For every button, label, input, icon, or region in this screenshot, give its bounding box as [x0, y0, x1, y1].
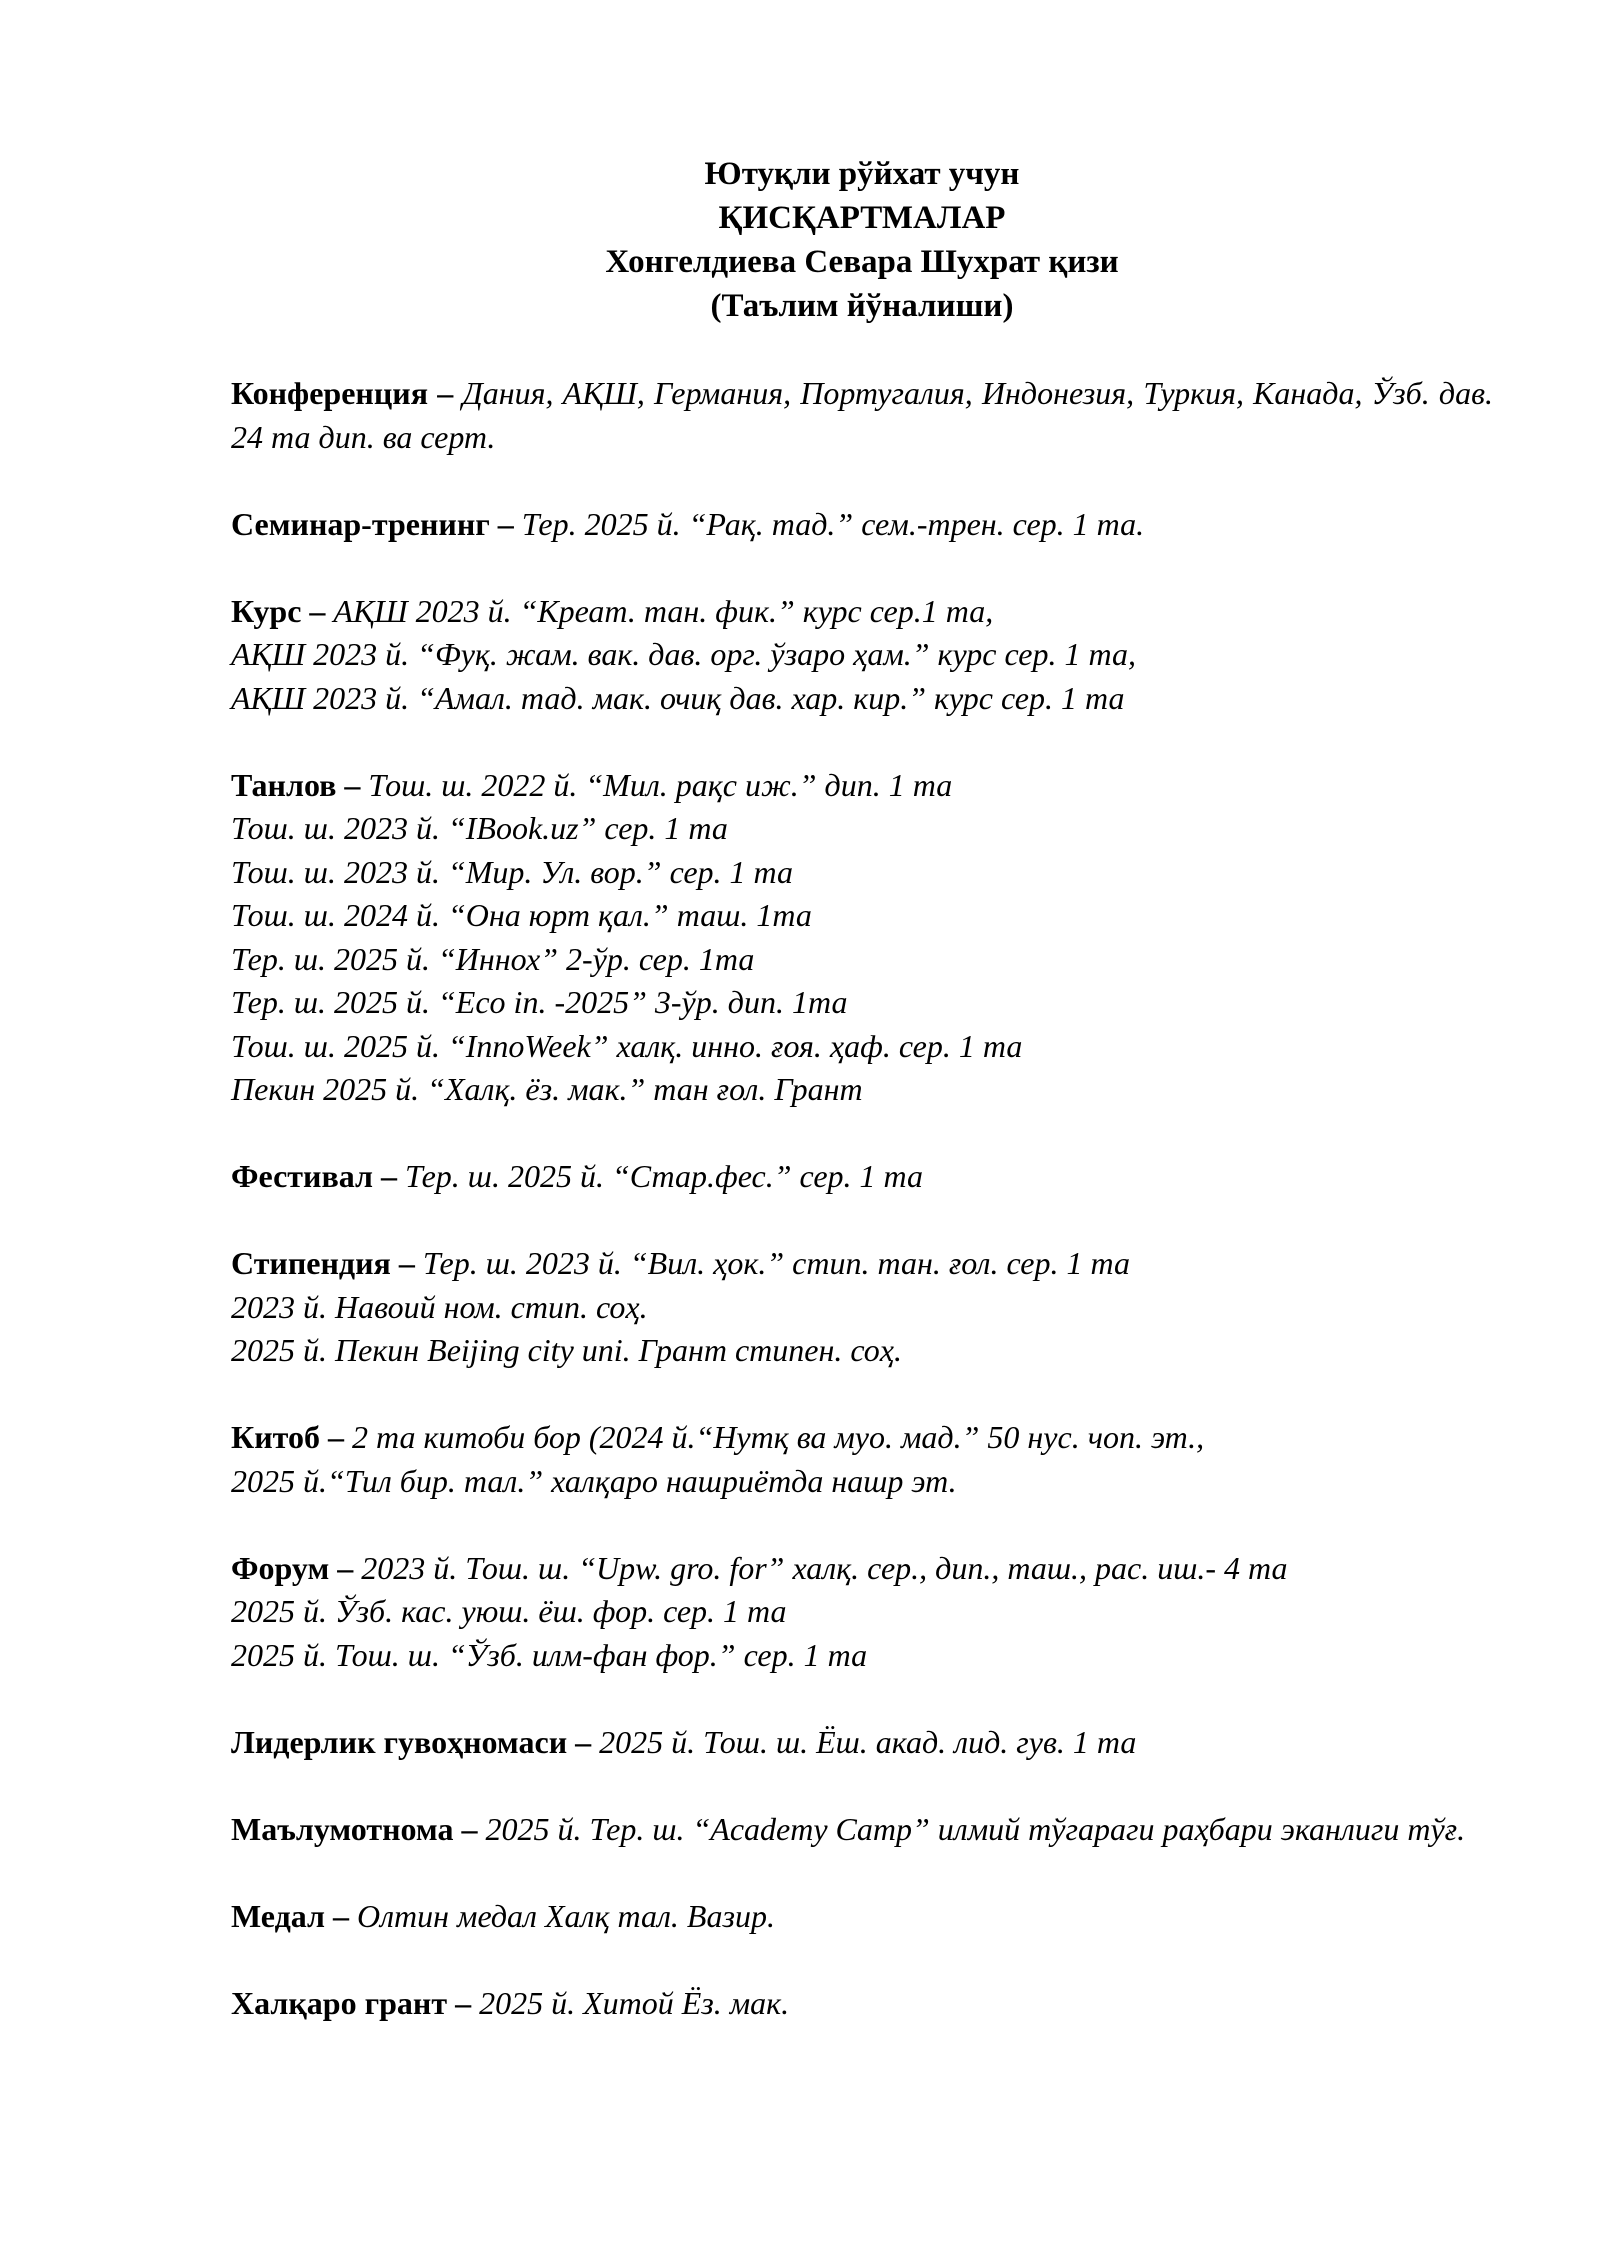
- section-line: Тер. ш. 2025 й. “Иннох” 2-ўр. сер. 1та: [231, 940, 755, 977]
- header-line-4: (Таълим йўналиши): [710, 288, 1014, 324]
- section-body: Тер. ш. 2023 й. “Вил. ҳок.” стип. тан. ғол. сер. 1 та: [422, 1245, 1130, 1281]
- header-line-1: Ютуқли рўйхат учун: [704, 156, 1020, 192]
- section-international-grant: [231, 1982, 1493, 2026]
- section-contest: [231, 764, 1493, 1112]
- section-line: [231, 1808, 1493, 1852]
- section-body: 2025 й. Тер. ш. “Academy Camp” илмий тўгараги раҳбари эканлиги тўғ.: [485, 1810, 1466, 1847]
- section-body: 2 та китоби бор (2024 й.“Нутқ ва муо. мад.” 50 нус. чоп. эт.,: [351, 1419, 1205, 1455]
- document-page: [231, 152, 1493, 2069]
- document-header: [231, 152, 1493, 328]
- section-line: [231, 764, 1493, 808]
- section-line: Тош. ш. 2023 й. “IBook.uz” сер. 1 та: [231, 810, 728, 846]
- section-scholarship: [231, 1242, 1493, 1373]
- section-body: 2025 й. Тош. ш. Ёш. акад. лид. гув. 1 та: [599, 1723, 1137, 1760]
- section-reference: [231, 1808, 1493, 1852]
- section-conference: [231, 372, 1493, 459]
- section-body: АҚШ 2023 й. “Креат. тан. фик.” курс сер.1 та,: [333, 592, 994, 629]
- section-term: Семинар-тренинг –: [231, 505, 522, 542]
- section-line: [231, 1721, 1493, 1765]
- section-line: 2025 й. Ўзб. кас. уюш. ёш. фор. сер. 1 та: [231, 1593, 787, 1629]
- header-line-2: ҚИСҚАРТМАЛАР: [718, 200, 1006, 236]
- section-term: Форум –: [231, 1549, 362, 1586]
- section-term: Курс –: [231, 592, 334, 629]
- section-term: Конференция –: [231, 375, 463, 411]
- section-body: 2023 й. Тош. ш. “Upw. gro. for” халқ. сер., дип., таш., рас. иш.- 4 та: [361, 1549, 1288, 1586]
- section-line: [231, 1242, 1493, 1286]
- section-forum: [231, 1547, 1493, 1678]
- section-line: [231, 1895, 1493, 1939]
- section-line: 2023 й. Навоий ном. стип. соҳ.: [231, 1288, 648, 1325]
- section-body: Тош. ш. 2022 й. “Мил. рақс иж.” дип. 1 та: [368, 766, 953, 803]
- section-line: Тер. ш. 2025 й. “Eco in. -2025” 3-ўр. дип. 1та: [231, 984, 848, 1020]
- section-line: Тош. ш. 2025 й. “InnoWeek” халқ. инно. ғоя. ҳаф. сер. 1 та: [231, 1027, 1023, 1064]
- section-book: [231, 1416, 1493, 1503]
- header-line-3: Хонгелдиева Севара Шухрат қизи: [605, 244, 1119, 280]
- section-line: [231, 1982, 1493, 2026]
- section-line: АҚШ 2023 й. “Фуқ. жам. вак. дав. орг. ўзаро ҳам.” курс сер. 1 та,: [231, 636, 1136, 672]
- section-line: [231, 372, 1493, 459]
- section-medal: [231, 1895, 1493, 1939]
- section-term: Медал –: [231, 1897, 357, 1934]
- section-line: [231, 503, 1493, 547]
- section-line: [231, 590, 1493, 634]
- section-line: [231, 1547, 1493, 1591]
- section-leadership: [231, 1721, 1493, 1765]
- section-term: Танлов –: [231, 766, 369, 803]
- section-course: [231, 590, 1493, 721]
- section-term: Стипендия –: [231, 1245, 423, 1281]
- section-line: Пекин 2025 й. “Халқ. ёз. мак.” тан ғол. Грант: [231, 1071, 863, 1107]
- section-body: Тер. 2025 й. “Рақ. тад.” сем.-трен. сер. 1 та.: [521, 505, 1145, 542]
- section-festival: [231, 1155, 1493, 1199]
- section-body: Дания, АҚШ, Германия, Португалия, Индонезия, Туркия, Канада, Ўзб. дав. 24 та дип. ва серт.: [231, 375, 1494, 455]
- section-line: 2025 й. Тош. ш. “Ўзб. илм-фан фор.” сер. 1 та: [231, 1636, 868, 1673]
- section-term: Китоб –: [231, 1419, 352, 1455]
- section-term: Фестивал –: [231, 1158, 405, 1194]
- section-line: [231, 1416, 1493, 1460]
- section-line: Тош. ш. 2024 й. “Она юрт қал.” таш. 1та: [231, 897, 812, 933]
- section-line: 2025 й.“Тил бир. тал.” халқаро нашриётда нашр эт.: [231, 1462, 957, 1499]
- section-term: Маълумотнома –: [231, 1810, 486, 1847]
- section-line: АҚШ 2023 й. “Амал. тад. мак. очиқ дав. хар. кир.” курс сер. 1 та: [231, 679, 1125, 716]
- section-term: Лидерлик гувоҳномаси –: [231, 1723, 600, 1760]
- section-body: Олтин медал Халқ тал. Вазир.: [356, 1897, 775, 1934]
- section-body: 2025 й. Хитой Ёз. мак.: [479, 1984, 790, 2021]
- sections-list: [231, 372, 1493, 2025]
- section-line: 2025 й. Пекин Beijing city uni. Грант стипен. соҳ.: [231, 1332, 902, 1368]
- section-line: [231, 1155, 1493, 1199]
- section-seminar: [231, 503, 1493, 547]
- section-line: Тош. ш. 2023 й. “Мир. Ул. вор.” сер. 1 та: [231, 853, 794, 890]
- section-term: Халқаро грант –: [231, 1984, 480, 2021]
- section-body: Тер. ш. 2025 й. “Стар.фес.” сер. 1 та: [404, 1158, 924, 1194]
